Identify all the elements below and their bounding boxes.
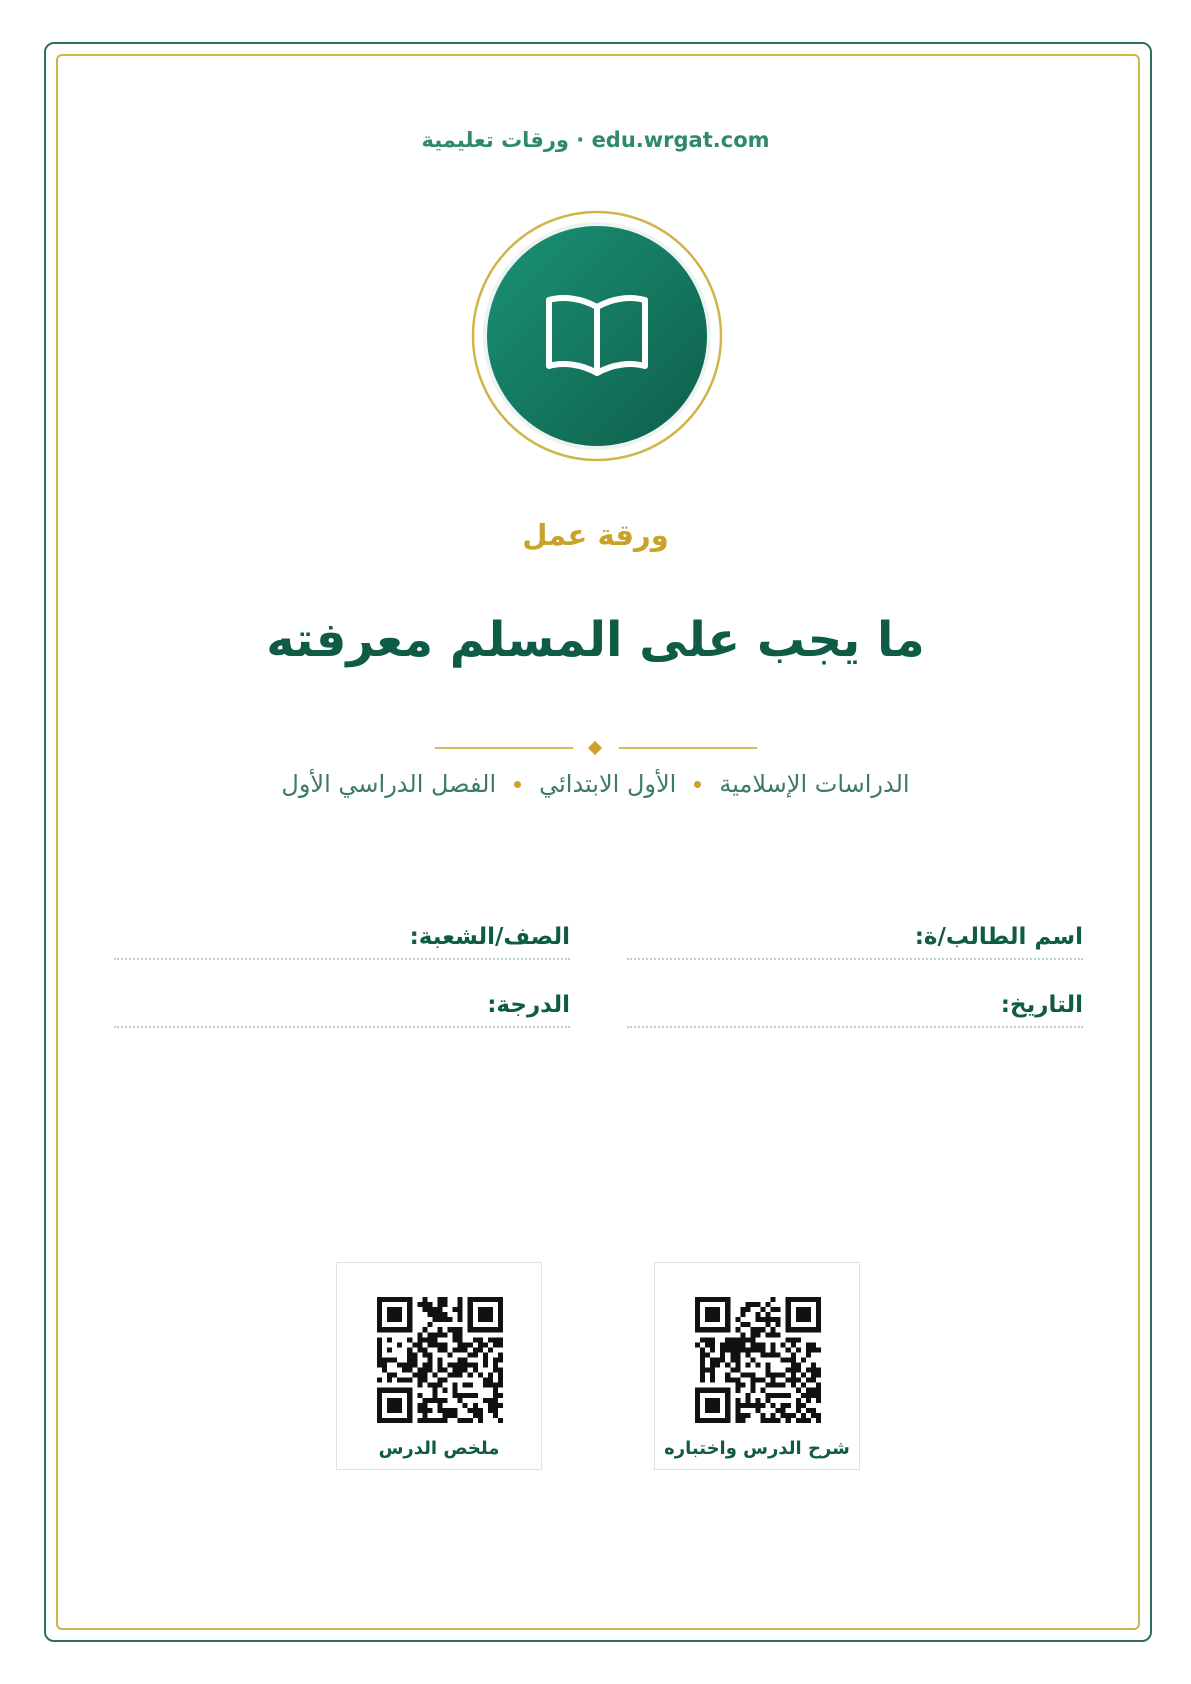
- score-field[interactable]: [114, 988, 570, 1028]
- qr-card-lesson-summary[interactable]: [336, 1262, 542, 1470]
- ornament-divider: [435, 740, 757, 756]
- emblem: [471, 210, 723, 462]
- date-label: التاريخ:: [1000, 992, 1083, 1018]
- meta-subject: الدراسات الإسلامية: [719, 770, 910, 798]
- class-section-field[interactable]: [114, 920, 570, 960]
- site-header: edu.wrgat.com · ورقات تعليمية: [421, 128, 770, 152]
- qr-card-lesson-explanation[interactable]: [654, 1262, 860, 1470]
- score-label: الدرجة:: [487, 992, 570, 1018]
- worksheet-title: ما يجب على المسلم معرفته: [266, 612, 925, 668]
- qr-code-icon: [377, 1297, 503, 1423]
- date-field[interactable]: [627, 988, 1083, 1028]
- bullet-dot: [514, 781, 521, 788]
- qr-label: ملخص الدرس: [378, 1438, 500, 1459]
- diamond-icon: [588, 741, 602, 755]
- student-name-label: اسم الطالب/ة:: [914, 924, 1083, 950]
- open-book-icon: [471, 210, 723, 462]
- class-section-label: الصف/الشعبة:: [409, 924, 570, 950]
- student-name-field[interactable]: [627, 920, 1083, 960]
- qr-code-icon: [695, 1297, 821, 1423]
- bullet-dot: [694, 781, 701, 788]
- meta-term: الفصل الدراسي الأول: [281, 770, 497, 798]
- worksheet-meta: [0, 770, 1191, 798]
- worksheet-kicker: ورقة عمل: [522, 518, 669, 552]
- qr-label: شرح الدرس واختباره: [664, 1438, 850, 1459]
- meta-grade: الأول الابتدائي: [539, 770, 677, 798]
